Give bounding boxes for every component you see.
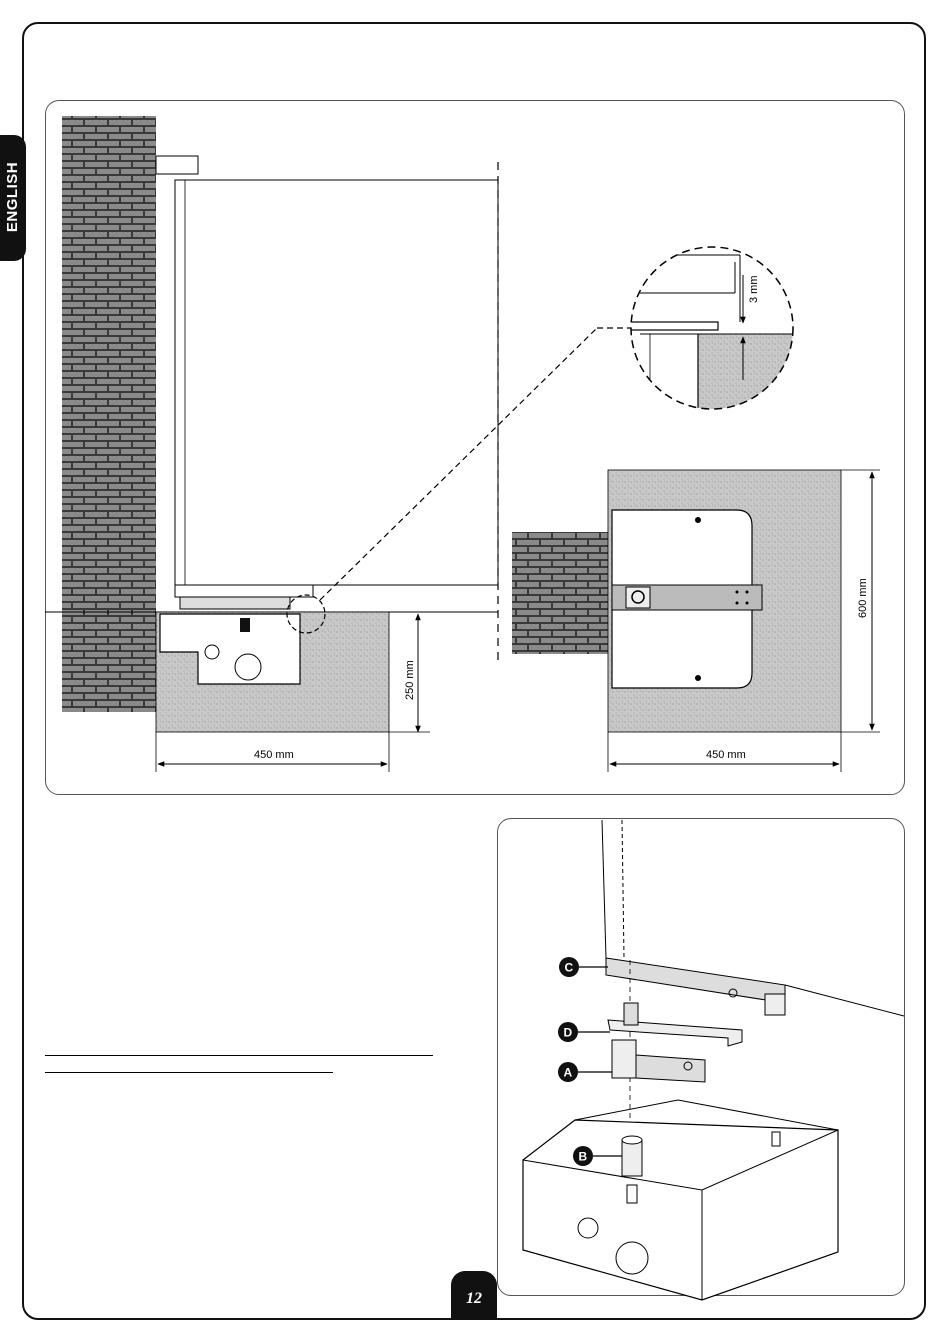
dim-450mm-plan-label: 450 mm (706, 749, 746, 761)
svg-text:A: A (563, 1065, 573, 1080)
callout-C (559, 957, 579, 977)
callout-A (558, 1062, 578, 1082)
dim-250mm-label: 250 mm (404, 660, 416, 700)
dim-450mm-side-label: 450 mm (254, 749, 294, 761)
dim-600mm-label: 600 mm (857, 578, 869, 618)
svg-text:D: D (563, 1025, 573, 1040)
callout-B (573, 1146, 593, 1166)
svg-text:B: B (578, 1149, 588, 1164)
svg-text:C: C (564, 960, 574, 975)
dim-3mm-label: 3 mm (748, 275, 760, 303)
callout-D (558, 1022, 578, 1042)
language-label: ENGLISH (4, 161, 21, 233)
page-number: 12 (466, 1290, 482, 1307)
